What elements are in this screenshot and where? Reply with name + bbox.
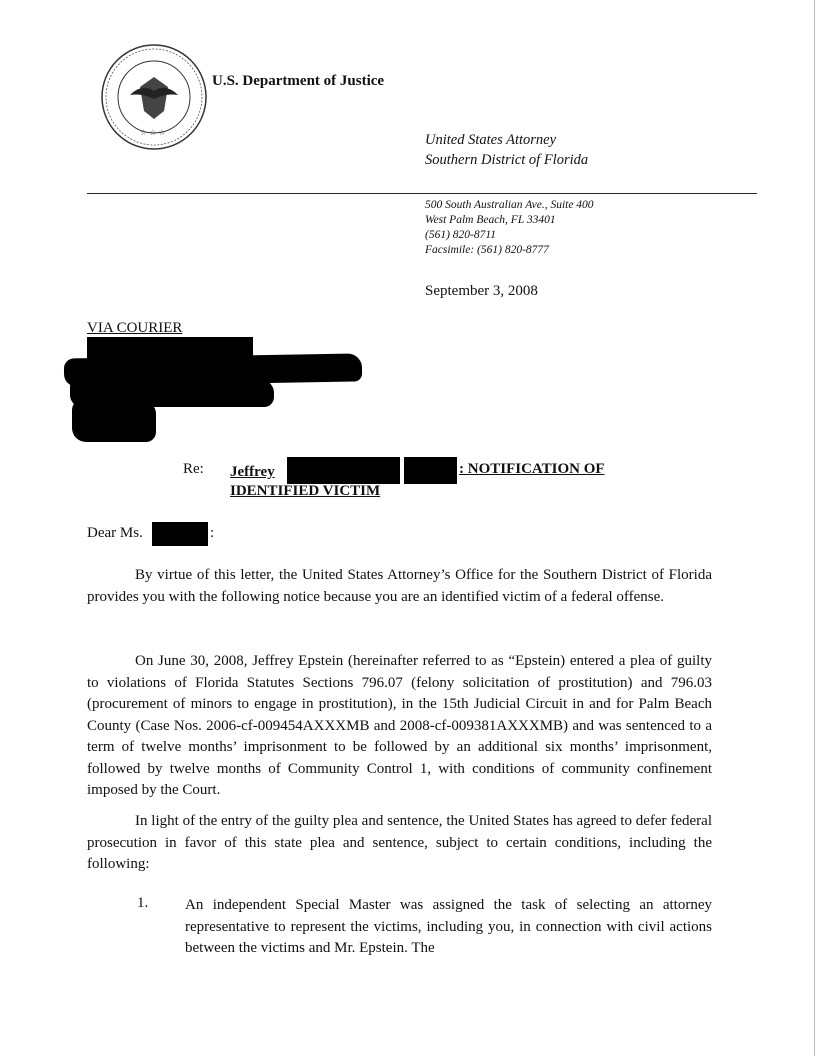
re-name: Jeffrey	[230, 464, 275, 480]
redaction-bar	[287, 457, 400, 484]
header-divider	[87, 193, 757, 194]
re-label: Re:	[183, 461, 204, 477]
delivery-method: VIA COURIER	[87, 320, 183, 336]
body-paragraph	[87, 651, 712, 802]
redaction-bar	[404, 457, 457, 484]
svg-text:☆ ☆ ☆: ☆ ☆ ☆	[140, 128, 166, 137]
re-subject-tail: : NOTIFICATION OF	[459, 461, 605, 477]
address-line: 500 South Australian Ave., Suite 400	[425, 199, 594, 211]
redaction-bar	[72, 400, 156, 442]
office-address	[425, 198, 594, 258]
salutation-suffix: :	[210, 525, 215, 541]
body-paragraph	[87, 565, 712, 608]
paragraph-text: On June 30, 2008, Jeffrey Epstein (hereinafter referred to as “Epstein) entered a plea of guilty to violations of Florida Statutes Sections 796.07 (felony solicitation of prostitution) and 796.03 (procurement of minors to engage in prostitution), in the 15th Judicial Circuit in and for Palm Beach County (Case Nos. 2006-cf-009454AXXXMB and 2008-cf-009381AXXXMB) and was sentenced to a term of twelve months’ imprisonment to be followed by an additional six months’ imprisonment, followed by twelve months of Community Control 1, with conditions of community confinement imposed by the Court.	[87, 653, 712, 798]
list-item-number: 1.	[137, 895, 149, 911]
address-line: (561) 820-8711	[425, 229, 497, 241]
list-item-text: An independent Special Master was assigned the task of selecting an attorney representative to represent the victims, including you, in connection with civil actions between the victims and Mr. Epstein. The	[185, 897, 712, 956]
paragraph-text: In light of the entry of the guilty plea and sentence, the United States has agreed to defer federal prosecution in favor of this state plea and sentence, subject to certain conditions, including the following:	[87, 813, 712, 872]
office-title: United States Attorney	[425, 132, 557, 148]
re-subject-line2: IDENTIFIED VICTIM	[230, 483, 381, 499]
body-paragraph	[87, 811, 712, 876]
salutation-prefix: Dear Ms.	[87, 525, 143, 541]
page-edge	[814, 0, 815, 1056]
letter-date: September 3, 2008	[425, 283, 538, 299]
doj-seal-logo	[100, 43, 208, 151]
redaction-bar	[152, 522, 208, 546]
agency-name: U.S. Department of Justice	[212, 73, 385, 89]
office-district: Southern District of Florida	[425, 152, 589, 168]
address-line: West Palm Beach, FL 33401	[425, 214, 556, 226]
paragraph-text: By virtue of this letter, the United States Attorney’s Office for the Southern District of Florida provides you with the following notice because you are an identified victim of a federal offense.	[87, 567, 712, 605]
address-line: Facsimile: (561) 820-8777	[425, 244, 549, 256]
office-block	[425, 130, 588, 170]
salutation	[87, 525, 143, 542]
